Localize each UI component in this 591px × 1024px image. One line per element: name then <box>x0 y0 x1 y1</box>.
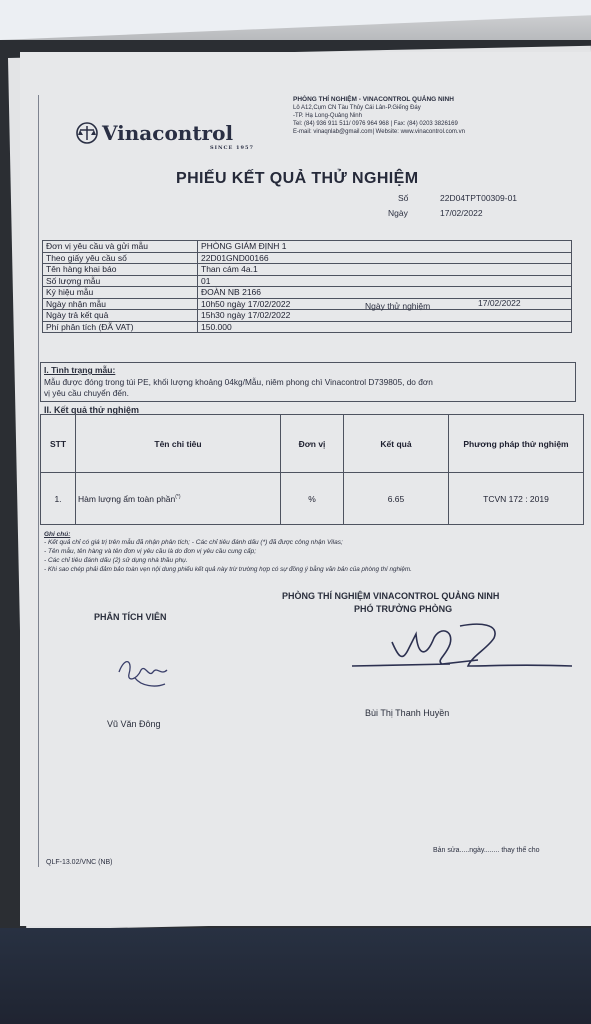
row-method: TCVN 172 : 2019 <box>449 473 584 525</box>
info-label: Ngày trả kết quả <box>43 310 198 322</box>
info-value: 15h30 ngày 17/02/2022 <box>198 310 572 322</box>
lab-address-1: Lô A12,Cụm CN Tàu Thủy Cái Lân-P.Giếng Đáy <box>293 105 421 111</box>
row-name: Hàm lượng ẩm toàn phần <box>78 493 176 504</box>
header-method: Phương pháp thử nghiệm <box>449 415 584 473</box>
deputy-title: PHÓ TRƯỞNG PHÒNG <box>354 604 453 614</box>
info-label: Theo giấy yêu cầu số <box>43 252 198 264</box>
results-header-row <box>41 415 584 473</box>
lab-address-2: -TP. Hạ Long-Quảng Ninh <box>293 113 362 119</box>
row-result: 6.65 <box>344 473 449 525</box>
info-label: Số lượng mẫu <box>43 275 198 287</box>
fabric-background <box>0 928 591 1024</box>
page-title: PHIẾU KẾT QUẢ THỬ NGHIỆM <box>176 170 419 187</box>
note-line: - Các chỉ tiêu đánh dấu (2) sử dụng nhà thầu phụ. <box>44 557 188 564</box>
info-label: Tên hàng khai báo <box>43 264 198 276</box>
row-name-cell <box>76 473 281 525</box>
row-name-sup: (*) <box>175 493 181 500</box>
results-row <box>41 473 584 525</box>
row-stt: 1. <box>41 473 76 525</box>
lab-email: E-mail: vinaqnlab@gmail.com| Website: www.vinacontrol.com.vn <box>293 129 465 135</box>
row-unit: % <box>281 473 344 525</box>
info-value: 01 <box>198 275 572 287</box>
info-row <box>43 241 572 253</box>
ref-number: 22D04TPT00309-01 <box>440 193 518 203</box>
note-line: - Tên mẫu, tên hàng và tên đơn vị yêu cầu là do đơn vị yêu cầu cung cấp; <box>44 548 257 555</box>
info-value: 22D01GND00166 <box>198 252 572 264</box>
header-name: Tên chỉ tiêu <box>76 415 281 473</box>
info-row <box>43 310 572 322</box>
analyst-signature <box>115 652 175 697</box>
note-line: - Kết quả chỉ có giá trị trên mẫu đã nhận phân tích; - Các chỉ tiêu đánh dấu (*) đã được công nhận Vilas; <box>44 539 343 546</box>
info-row <box>43 287 572 299</box>
info-label: Ngày nhận mẫu <box>43 298 198 310</box>
deputy-name: Bùi Thị Thanh Huyền <box>365 708 450 718</box>
header-unit: Đơn vị <box>281 415 344 473</box>
notes-heading: Ghi chú: <box>44 531 71 538</box>
ref-date: 17/02/2022 <box>440 208 483 218</box>
form-code: QLF-13.02/VNC (NB) <box>46 859 113 866</box>
info-value: PHÒNG GIÁM ĐỊNH 1 <box>198 241 572 253</box>
info-row <box>43 321 572 333</box>
lab-header <box>293 96 465 136</box>
sample-state-line-1: Mẫu được đóng trong túi PE, khối lượng khoảng 04kg/Mẫu, niêm phong chì Vinacontrol D739805, do đơn <box>44 377 433 387</box>
sample-info-table <box>42 240 572 333</box>
note-line: - Khi sao chép phải đảm bảo toàn vẹn nội dung phiếu kết quả này trừ trường hợp có sự đồng ý bằng văn bản của phòng thí nghiệm. <box>44 566 412 573</box>
scales-icon <box>76 122 98 149</box>
info-label: Ký hiệu mẫu <box>43 287 198 299</box>
org-title: PHÒNG THÍ NGHIỆM VINACONTROL QUẢNG NINH <box>282 591 500 601</box>
vinacontrol-logo <box>76 121 254 151</box>
info-row <box>43 275 572 287</box>
info-value: ĐOÀN NB 2166 <box>198 287 572 299</box>
info-row <box>43 264 572 276</box>
header-result: Kết quả <box>344 415 449 473</box>
logo-text: Vinacontrol <box>102 121 234 145</box>
header-stt: STT <box>41 415 76 473</box>
info-label: Đơn vị yêu cầu và gửi mẫu <box>43 241 198 253</box>
logo-since: SINCE 1957 <box>210 145 254 151</box>
lab-name: PHÒNG THÍ NGHIỆM - VINACONTROL QUẢNG NINH <box>293 96 454 103</box>
results-heading: II. Kết quả thử nghiệm <box>44 405 140 415</box>
lab-phone: Tel: (84) 936 911 511/ 0976 964 968 | Fax: (84) 0203 3826169 <box>293 121 458 127</box>
info-value: Than cám 4a.1 <box>198 264 572 276</box>
ref-date-label: Ngày <box>388 208 408 218</box>
info-label: Phí phân tích (ĐÃ VAT) <box>43 321 198 333</box>
revision-note: Bản sửa.....ngày........ thay thế cho <box>433 847 540 854</box>
info-row <box>43 252 572 264</box>
test-date-label: Ngày thử nghiệm <box>365 301 431 311</box>
results-table <box>40 414 584 525</box>
analyst-title: PHÂN TÍCH VIÊN <box>94 612 167 622</box>
analyst-name: Vũ Văn Đông <box>107 719 161 729</box>
test-date-value: 17/02/2022 <box>478 298 521 308</box>
deputy-signature <box>350 620 575 680</box>
sample-state-line-2: vị yêu cầu chuyển đến. <box>44 388 129 398</box>
info-value: 150.000 <box>198 321 572 333</box>
sample-state-heading: I. Tình trạng mẫu: <box>44 365 116 375</box>
ref-number-label: Số <box>398 193 409 203</box>
info-value: 10h50 ngày 17/02/2022 <box>198 298 572 310</box>
